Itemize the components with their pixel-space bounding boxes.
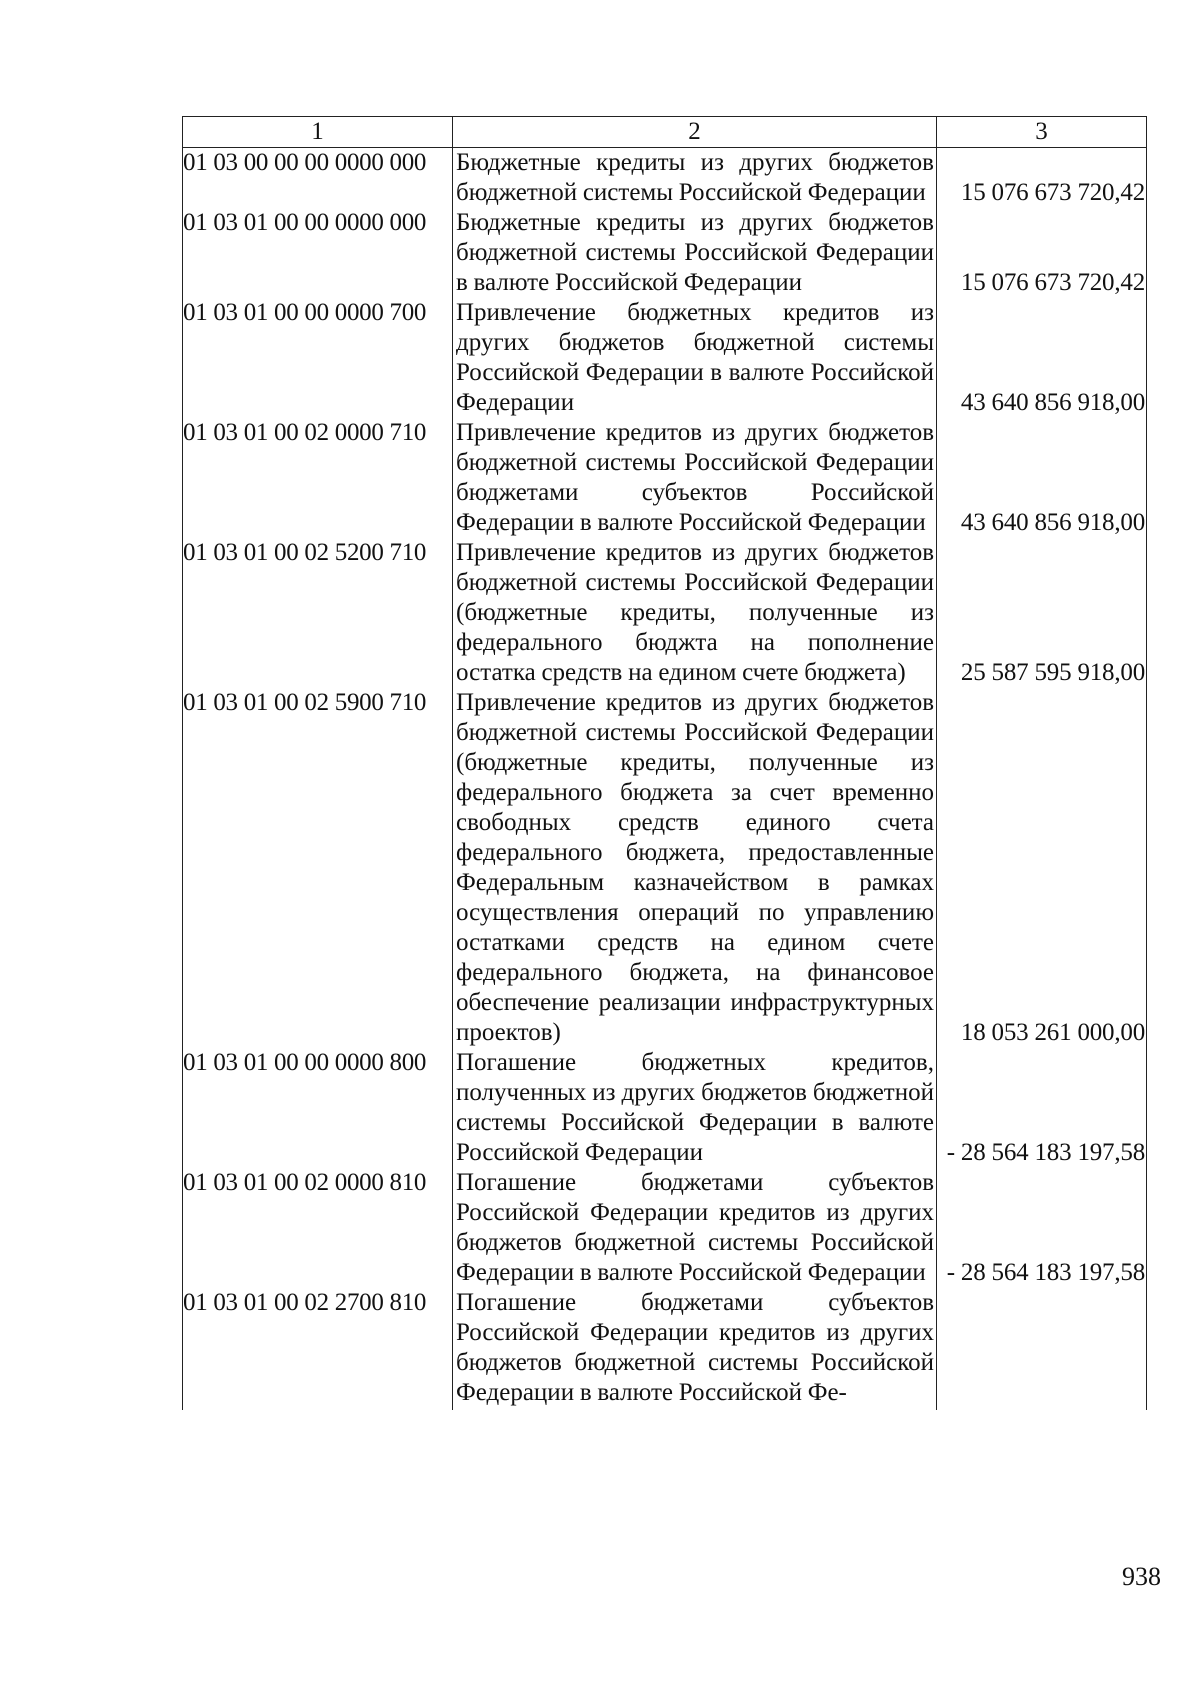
row-code: 01 03 01 00 00 0000 000: [183, 208, 453, 298]
table-row: [183, 1168, 1147, 1288]
row-amount: 25 587 595 918,00: [937, 538, 1147, 688]
table-row: [183, 688, 1147, 1048]
row-name: Погашение бюджетами субъектов Российской Федерации кредитов из других бюджетов бюджетной системы Российской Федерации в валюте Российской Фе-: [453, 1288, 937, 1410]
row-code: 01 03 01 00 02 5200 710: [183, 538, 453, 688]
column-header-code: 1: [183, 117, 453, 148]
table-row: [183, 418, 1147, 538]
row-name: Погашение бюджетных кредитов, полученных из других бюджетов бюджетной системы Российской Федерации в валюте Российской Федерации: [453, 1048, 937, 1168]
table-row: [183, 538, 1147, 688]
table-row: [183, 1288, 1147, 1410]
row-amount: 18 053 261 000,00: [937, 688, 1147, 1048]
row-amount: 43 640 856 918,00: [937, 298, 1147, 418]
page-number: 938: [1122, 1562, 1161, 1591]
row-amount: - 28 564 183 197,58: [937, 1168, 1147, 1288]
row-code: 01 03 01 00 00 0000 800: [183, 1048, 453, 1168]
row-code: 01 03 00 00 00 0000 000: [183, 148, 453, 209]
row-name: Привлечение бюджетных кредитов из других бюджетов бюджетной системы Российской Федерации в валюте Российской Федерации: [453, 298, 937, 418]
row-name: Привлечение кредитов из других бюджетов бюджетной системы Российской Федерации (бюджетные кредиты, полученные из федерального бюджта на пополнение остатка средств на едином счете бюджета): [453, 538, 937, 688]
row-amount: 15 076 673 720,42: [937, 148, 1147, 209]
row-name: Погашение бюджетами субъектов Российской Федерации кредитов из других бюджетов бюджетной системы Российской Федерации в валюте Российской Федерации: [453, 1168, 937, 1288]
row-code: 01 03 01 00 02 0000 710: [183, 418, 453, 538]
row-code: 01 03 01 00 02 5900 710: [183, 688, 453, 1048]
column-header-amount: 3: [937, 117, 1147, 148]
table-row: [183, 1048, 1147, 1168]
row-code: 01 03 01 00 00 0000 700: [183, 298, 453, 418]
row-name: Бюджетные кредиты из других бюджетов бюджетной системы Российской Федерации в валюте Российской Федерации: [453, 208, 937, 298]
table-row: [183, 148, 1147, 209]
row-amount: [937, 1288, 1147, 1410]
row-name: Привлечение кредитов из других бюджетов бюджетной системы Российской Федерации (бюджетные кредиты, полученные из федерального бюджета за счет временно свободных средств единого счета федерального бюджета, предоставленные Федеральным казначейством в рамках осуществления операций по управлению остатками средств на едином счете федерального бюджета, на финансовое обеспечение реализации инфраструктурных проектов): [453, 688, 937, 1048]
column-header-name: 2: [453, 117, 937, 148]
table-header-row: [183, 117, 1147, 148]
row-code: 01 03 01 00 02 0000 810: [183, 1168, 453, 1288]
row-amount: 15 076 673 720,42: [937, 208, 1147, 298]
row-name: Бюджетные кредиты из других бюджетов бюджетной системы Российской Федерации: [453, 148, 937, 209]
budget-sources-table: [182, 116, 1147, 1410]
table-row: [183, 298, 1147, 418]
row-amount: 43 640 856 918,00: [937, 418, 1147, 538]
row-code: 01 03 01 00 02 2700 810: [183, 1288, 453, 1410]
row-amount: - 28 564 183 197,58: [937, 1048, 1147, 1168]
row-name: Привлечение кредитов из других бюджетов бюджетной системы Российской Федерации бюджетами субъектов Российской Федерации в валюте Российской Федерации: [453, 418, 937, 538]
table-row: [183, 208, 1147, 298]
